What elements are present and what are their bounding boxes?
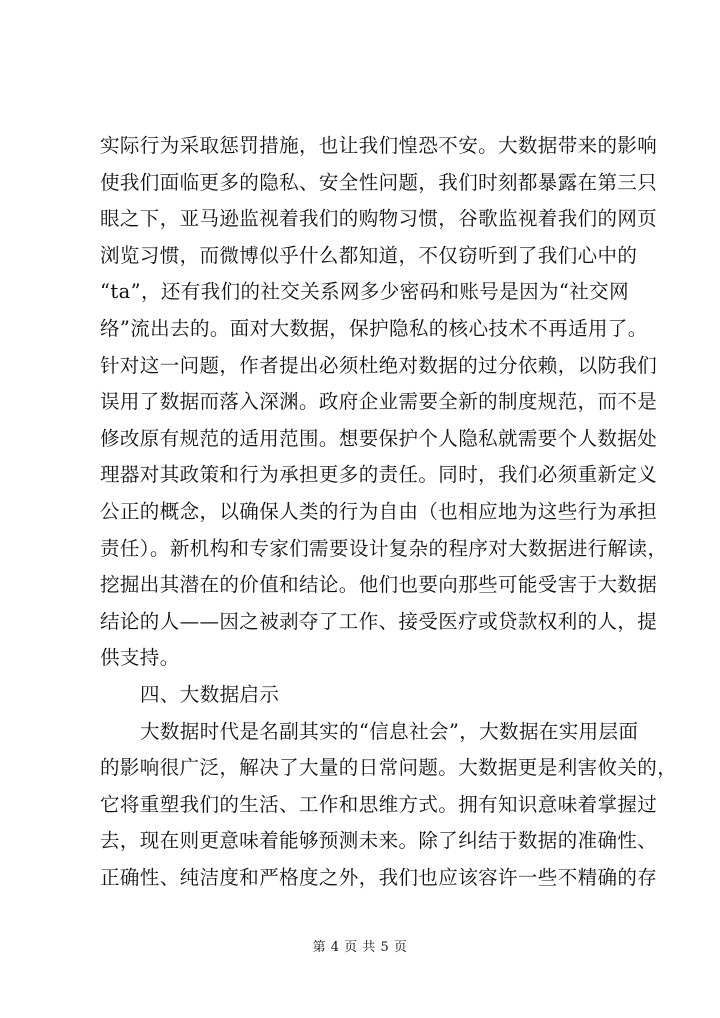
text-line-13: 挖掘出其潜在的价值和结论。他们也要向那些可能受害于大数据 — [100, 573, 658, 597]
text-line-18: 的影响很广泛，解决了大量的日常问题。大数据更是利害攸关的， — [100, 756, 678, 780]
text-line-1: 实际行为采取惩罚措施，也让我们惶恐不安。大数据带来的影响 — [100, 134, 658, 157]
text-line-6: 络”流出去的。面对大数据，保护隐私的核心技术不再适用了。 — [100, 316, 648, 340]
text-line-10: 理器对其政策和行为承担更多的责任。同时，我们必须重新定义 — [100, 463, 658, 487]
text-line-7: 针对这一问题，作者提出必须杜绝对数据的过分依赖，以防我们 — [100, 353, 658, 377]
text-line-15: 供支持。 — [100, 646, 180, 670]
text-line-21: 正确性、纯洁度和严格度之外，我们也应该容许一些不精确的存 — [100, 865, 658, 889]
text-line-8: 误用了数据而落入深渊。政府企业需要全新的制度规范，而不是 — [100, 390, 658, 414]
text-line-4: 浏览习惯，而微博似乎什么都知道，不仅窃听到了我们心中的 — [100, 243, 638, 267]
text-line-3: 眼之下，亚马逊监视着我们的购物习惯，谷歌监视着我们的网页 — [100, 207, 658, 231]
text-line-9: 修改原有规范的适用范围。想要保护个人隐私就需要个人数据处 — [100, 426, 658, 450]
page-number-footer: 第 4 页 共 5 页 — [312, 940, 408, 955]
text-line-11: 公正的概念，以确保人类的行为自由（也相应地为这些行为承担 — [100, 499, 658, 523]
text-line-17: 大数据时代是名副其实的“信息社会”，大数据在实用层面 — [140, 719, 639, 743]
text-line-5: “ta”，还有我们的社交关系网多少密码和账号是因为“社交网 — [100, 280, 629, 304]
text-line-14: 结论的人——因之被剥夺了工作、接受医疗或贷款权利的人，提 — [100, 609, 658, 633]
body-text — [100, 128, 678, 896]
text-line-2: 使我们面临更多的隐私、安全性问题，我们时刻都暴露在第三只 — [100, 170, 658, 194]
text-line-20: 去，现在则更意味着能够预测未来。除了纠结于数据的准确性、 — [100, 829, 658, 853]
text-line-12: 责任）。新机构和专家们需要设计复杂的程序对大数据进行解读， — [100, 536, 668, 560]
text-line-19: 它将重塑我们的生活、工作和思维方式。拥有知识意味着掌握过 — [100, 792, 658, 816]
section-heading: 四、大数据启示 — [140, 682, 280, 706]
